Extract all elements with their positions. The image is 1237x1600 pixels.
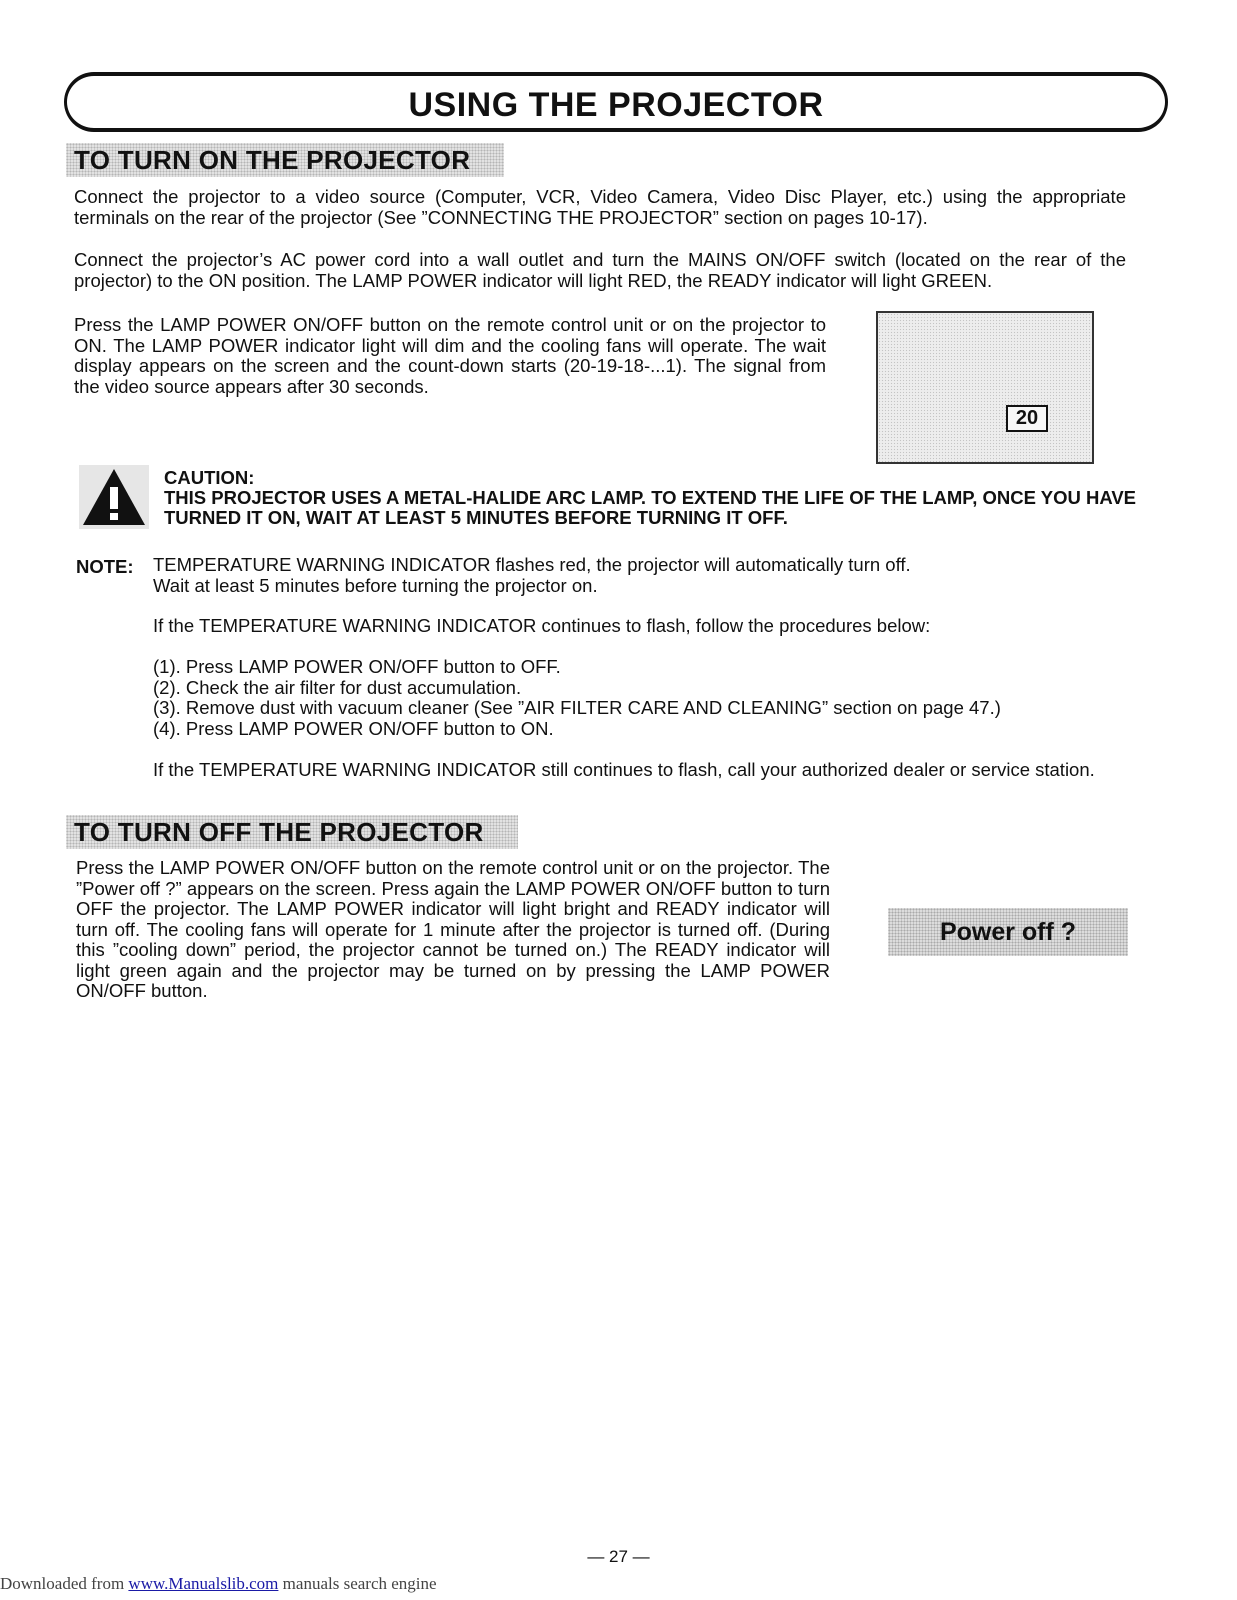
turn-off-paragraph: Press the LAMP POWER ON/OFF button on the remote control unit or on the projector. The ”Power off ?” appears on the screen. Press again the LAMP POWER ON/OFF button to turn OFF the projector. The LAMP POWER indicator will light bright and READY indicator will turn off. The cooling fans will operate for 1 minute after the projector is turned off. (During this ”cooling down” period, the projector cannot be turned on.) The READY indicator will light green again and the projector may be turned on by pressing the LAMP POWER ON/OFF button. xyxy=(76,857,830,1001)
caution-label: CAUTION: xyxy=(164,467,255,488)
wait-display-screen xyxy=(876,311,1094,464)
page-title-frame xyxy=(64,72,1168,132)
footer-suffix: manuals search engine xyxy=(278,1574,437,1593)
footer-prefix: Downloaded from xyxy=(0,1574,129,1593)
note-step: (3). Remove dust with vacuum cleaner (See ”AIR FILTER CARE AND CLEANING” section on page 47.) xyxy=(153,697,1001,718)
note-step: (2). Check the air filter for dust accumulation. xyxy=(153,676,522,698)
turn-on-paragraph-2: Connect the projector’s AC power cord into a wall outlet and turn the MAINS ON/OFF switch (located on the rear of the projector) to the ON position. The LAMP POWER indicator will light RED, the READY indicator will light GREEN. xyxy=(74,249,1126,291)
note-step: (4). Press LAMP POWER ON/OFF button to ON. xyxy=(153,717,554,739)
turn-on-paragraph-3: Press the LAMP POWER ON/OFF button on the remote control unit or on the projector to ON. The LAMP POWER indicator light will dim and the cooling fans will operate. The wait display appears on the screen and the count-down starts (20-19-18-...1). The signal from the video source appears after 30 seconds. xyxy=(74,314,826,397)
note-step: (1). Press LAMP POWER ON/OFF button to OFF. xyxy=(153,656,561,677)
page-title: USING THE PROJECTOR xyxy=(408,86,824,124)
section-heading-turn-on: TO TURN ON THE PROJECTOR xyxy=(66,143,504,177)
note-line-2: Wait at least 5 minutes before turning the projector on. xyxy=(153,575,598,596)
note-final: If the TEMPERATURE WARNING INDICATOR still continues to flash, call your authorized dealer or service station. xyxy=(153,759,1095,780)
download-footer xyxy=(0,1574,437,1594)
note-label: NOTE: xyxy=(76,556,134,577)
caution-block xyxy=(164,468,1154,528)
page-number: — 27 — xyxy=(587,1547,650,1566)
countdown-display: 20 xyxy=(1006,405,1048,432)
note-step-list xyxy=(153,657,1113,739)
warning-triangle-icon xyxy=(79,465,149,529)
section-heading-turn-off: TO TURN OFF THE PROJECTOR xyxy=(66,815,518,849)
note-line-1: TEMPERATURE WARNING INDICATOR flashes red, the projector will automatically turn off. xyxy=(153,554,911,575)
power-off-display: Power off ? xyxy=(888,908,1128,956)
note-intro: If the TEMPERATURE WARNING INDICATOR continues to flash, follow the procedures below: xyxy=(153,615,931,636)
manualslib-link[interactable]: www.Manualslib.com xyxy=(128,1574,279,1593)
turn-on-paragraph-1: Connect the projector to a video source (Computer, VCR, Video Camera, Video Disc Player, etc.) using the appropriate terminals on the rear of the projector (See ”CONNECTING THE PROJECTOR” section on pages 10-17). xyxy=(74,186,1126,228)
caution-text: THIS PROJECTOR USES A METAL-HALIDE ARC LAMP. TO EXTEND THE LIFE OF THE LAMP, ONCE YOU HAVE TURNED IT ON, WAIT AT LEAST 5 MINUTES BEFORE TURNING IT OFF. xyxy=(164,487,1137,528)
